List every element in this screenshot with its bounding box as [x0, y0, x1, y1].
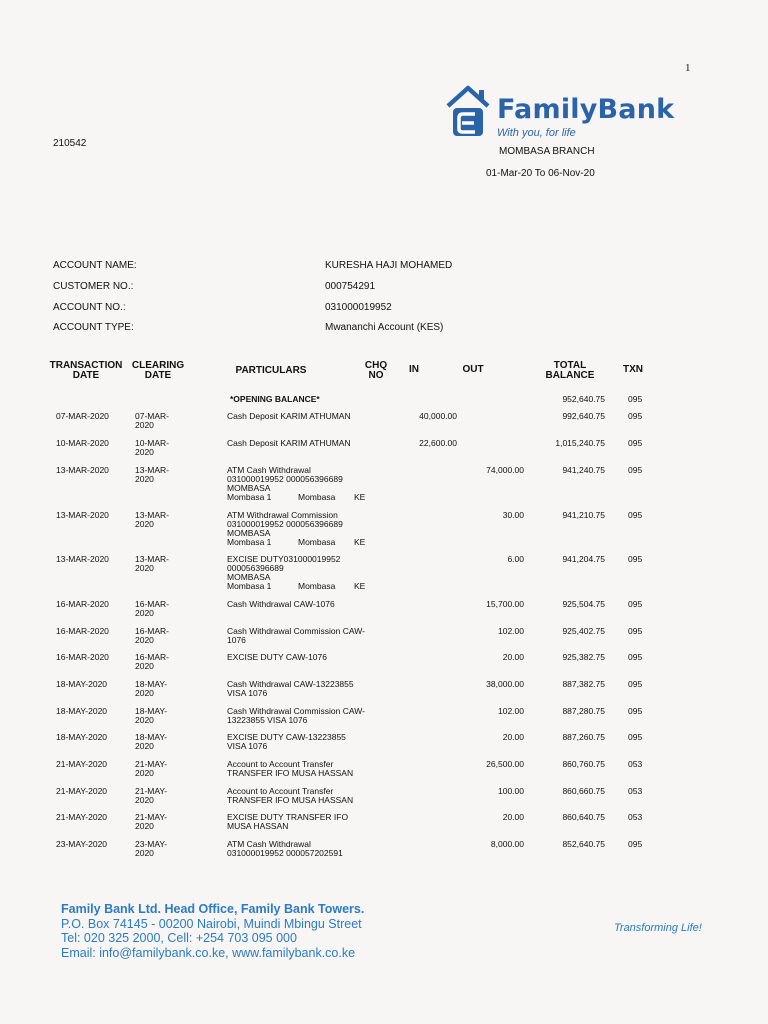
location-terminal: Mombasa 1 — [227, 581, 272, 591]
particulars-line3: MOMBASA — [227, 572, 271, 582]
clearing-date-line1: 10-MAR- — [135, 438, 170, 448]
particulars — [227, 680, 377, 698]
location-city: Mombasa — [298, 492, 336, 502]
total-balance — [535, 653, 605, 662]
particulars-line2: TRANSFER IFO MUSA HASSAN — [227, 768, 354, 778]
particulars — [227, 733, 377, 751]
amount-in — [395, 439, 457, 448]
txn-code-text: 095 — [628, 510, 643, 520]
clearing-date — [135, 466, 185, 484]
header-in: IN — [409, 364, 419, 375]
txn-code — [628, 733, 642, 742]
header-bal-line2: BALANCE — [545, 370, 595, 381]
amount-out-text: 15,700.00 — [486, 599, 524, 609]
header-bal-line1: TOTAL — [553, 360, 587, 371]
particulars-line2: 031000019952 000056396689 — [227, 474, 343, 484]
particulars — [227, 653, 377, 662]
particulars-line2: 1076 — [227, 635, 246, 645]
clearing-date-line1: 13-MAR- — [135, 510, 170, 520]
particulars-line1: Cash Deposit KARIM ATHUMAN — [227, 411, 351, 421]
total-balance — [535, 733, 605, 742]
transaction-date — [56, 707, 107, 716]
txn-code-text: 095 — [628, 554, 643, 564]
clearing-date-line2: 2020 — [135, 741, 154, 751]
total-balance-text: 941,240.75 — [562, 465, 605, 475]
total-balance — [535, 412, 605, 421]
bank-tagline: With you, for life — [497, 127, 576, 139]
clearing-date — [135, 627, 185, 645]
amount-out-text: 74,000.00 — [486, 465, 524, 475]
txn-code — [628, 653, 642, 662]
particulars-line1: Cash Withdrawal Commission CAW- — [227, 626, 365, 636]
particulars-line1: Account to Account Transfer — [227, 759, 334, 769]
particulars-line1: EXCISE DUTY TRANSFER IFO — [227, 812, 349, 822]
clearing-date-line1: 21-MAY- — [135, 759, 168, 769]
footer-line-2: P.O. Box 74145 - 00200 Nairobi, Muindi Mbingu Street — [61, 916, 362, 931]
clearing-date — [135, 760, 185, 778]
clearing-date-line1: 18-MAY- — [135, 732, 168, 742]
clearing-date — [135, 840, 185, 858]
clearing-date-line2: 2020 — [135, 661, 154, 671]
clearing-date-line2: 2020 — [135, 420, 154, 430]
transaction-date-text: 13-MAR-2020 — [56, 554, 109, 564]
total-balance-text: 860,660.75 — [562, 786, 605, 796]
header-cdate-line2: DATE — [144, 370, 172, 381]
particulars-line1: Cash Withdrawal Commission CAW- — [227, 706, 365, 716]
particulars — [227, 555, 377, 591]
total-balance — [535, 511, 605, 520]
branch-name: MOMBASA BRANCH — [499, 146, 595, 157]
footer-slogan: Transforming Life! — [614, 922, 702, 934]
clearing-date-line1: 18-MAY- — [135, 679, 168, 689]
clearing-date-line1: 18-MAY- — [135, 706, 168, 716]
transaction-date — [56, 511, 109, 520]
clearing-date — [135, 787, 185, 805]
clearing-date-line2: 2020 — [135, 795, 154, 805]
particulars — [227, 439, 377, 448]
opening-balance-txn: 095 — [628, 394, 643, 404]
clearing-date-line2: 2020 — [135, 848, 154, 858]
txn-code — [628, 600, 642, 609]
house-logo-icon — [445, 84, 491, 140]
clearing-date-line1: 13-MAR- — [135, 465, 170, 475]
location-city: Mombasa — [298, 581, 336, 591]
transaction-date-text: 13-MAR-2020 — [56, 465, 109, 475]
amount-out — [462, 733, 524, 742]
transaction-date-text: 18-MAY-2020 — [56, 732, 108, 742]
transaction-date — [56, 555, 109, 564]
amount-out-text: 30.00 — [502, 510, 524, 520]
total-balance — [535, 787, 605, 796]
amount-out — [462, 787, 524, 796]
transaction-date-text: 18-MAY-2020 — [56, 706, 108, 716]
bank-name: FamilyBank — [497, 94, 675, 125]
particulars — [227, 813, 377, 831]
customer-no-value: 000754291 — [325, 281, 376, 292]
amount-out — [462, 627, 524, 636]
location-terminal: Mombasa 1 — [227, 537, 272, 547]
total-balance-text: 852,640.75 — [562, 839, 605, 849]
particulars-line1: Cash Deposit KARIM ATHUMAN — [227, 438, 351, 448]
amount-out-text: 8,000.00 — [490, 839, 524, 849]
transaction-date-text: 07-MAR-2020 — [56, 411, 109, 421]
transaction-date-text: 18-MAY-2020 — [56, 679, 108, 689]
amount-out-text: 6.00 — [507, 554, 524, 564]
total-balance — [535, 600, 605, 609]
amount-out — [462, 653, 524, 662]
clearing-date-line2: 2020 — [135, 635, 154, 645]
total-balance — [535, 707, 605, 716]
total-balance — [535, 627, 605, 636]
txn-code — [628, 840, 642, 849]
footer-line-1: Family Bank Ltd. Head Office, Family Bank Towers. — [61, 902, 365, 916]
amount-out-text: 102.00 — [498, 626, 524, 636]
total-balance-text: 941,204.75 — [562, 554, 605, 564]
particulars-line2: 031000019952 000056396689 — [227, 519, 343, 529]
particulars-line2: 13223855 VISA 1076 — [227, 715, 308, 725]
transaction-date-text: 13-MAR-2020 — [56, 510, 109, 520]
header-transaction-date — [47, 361, 125, 381]
clearing-date-line2: 2020 — [135, 447, 154, 457]
amount-out-text: 26,500.00 — [486, 759, 524, 769]
txn-code-text: 095 — [628, 706, 643, 716]
particulars-line1: Account to Account Transfer — [227, 786, 334, 796]
header-tdate-line2: DATE — [72, 370, 100, 381]
particulars-line1: EXCISE DUTY CAW-13223855 — [227, 732, 346, 742]
total-balance-text: 1,015,240.75 — [555, 438, 605, 448]
transaction-date — [56, 787, 107, 796]
amount-out-text: 20.00 — [502, 732, 524, 742]
transaction-date — [56, 813, 107, 822]
txn-code-text: 095 — [628, 438, 643, 448]
clearing-date-line1: 07-MAR- — [135, 411, 170, 421]
amount-out-text: 20.00 — [502, 812, 524, 822]
family-bank-logo — [445, 84, 695, 140]
clearing-date-line1: 13-MAR- — [135, 554, 170, 564]
header-out: OUT — [462, 364, 484, 375]
header-chq-line2: NO — [368, 370, 384, 381]
particulars-line2: MUSA HASSAN — [227, 821, 289, 831]
particulars-line2: TRANSFER IFO MUSA HASSAN — [227, 795, 354, 805]
account-type-label: ACCOUNT TYPE: — [53, 322, 134, 333]
particulars-line2: 031000019952 000057202591 — [227, 848, 343, 858]
txn-code-text: 095 — [628, 465, 643, 475]
header-tdate-line1: TRANSACTION — [49, 360, 123, 371]
transaction-date-text: 16-MAR-2020 — [56, 599, 109, 609]
particulars — [227, 840, 377, 858]
amount-in-text: 22,600.00 — [419, 438, 457, 448]
transaction-date — [56, 412, 109, 421]
particulars-line3: MOMBASA — [227, 528, 271, 538]
account-no-value: 031000019952 — [325, 302, 392, 313]
clearing-date-line2: 2020 — [135, 563, 154, 573]
particulars-line1: ATM Cash Withdrawal — [227, 465, 311, 475]
clearing-date — [135, 555, 185, 573]
amount-out — [462, 680, 524, 689]
clearing-date — [135, 439, 185, 457]
page-number: 1 — [685, 62, 691, 74]
account-type-value: Mwananchi Account (KES) — [325, 322, 444, 333]
location-line — [227, 538, 377, 547]
amount-out — [462, 760, 524, 769]
txn-code-text: 095 — [628, 732, 643, 742]
particulars — [227, 412, 377, 421]
particulars-line1: Cash Withdrawal CAW-1076 — [227, 599, 335, 609]
amount-out — [462, 840, 524, 849]
header-chq-no — [360, 361, 392, 381]
clearing-date-line1: 23-MAY- — [135, 839, 168, 849]
clearing-date — [135, 412, 185, 430]
total-balance-text: 992,640.75 — [562, 411, 605, 421]
header-total-balance — [539, 361, 601, 381]
particulars — [227, 600, 377, 609]
amount-out-text: 38,000.00 — [486, 679, 524, 689]
txn-code — [628, 412, 642, 421]
total-balance — [535, 760, 605, 769]
particulars — [227, 466, 377, 502]
particulars — [227, 787, 377, 805]
clearing-date-line2: 2020 — [135, 715, 154, 725]
transaction-date — [56, 760, 107, 769]
txn-code-text: 053 — [628, 812, 643, 822]
amount-out — [462, 555, 524, 564]
amount-out — [462, 466, 524, 475]
clearing-date-line1: 16-MAR- — [135, 652, 170, 662]
particulars-line1: ATM Withdrawal Commission — [227, 510, 338, 520]
transaction-date-text: 21-MAY-2020 — [56, 759, 108, 769]
transaction-date — [56, 600, 109, 609]
txn-code-text: 095 — [628, 626, 643, 636]
clearing-date-line2: 2020 — [135, 821, 154, 831]
particulars-line1: EXCISE DUTY CAW-1076 — [227, 652, 327, 662]
amount-out — [462, 813, 524, 822]
clearing-date — [135, 733, 185, 751]
amount-in-text: 40,000.00 — [419, 411, 457, 421]
clearing-date-line2: 2020 — [135, 608, 154, 618]
total-balance — [535, 813, 605, 822]
account-no-label: ACCOUNT NO.: — [53, 302, 126, 313]
transaction-date-text: 23-MAY-2020 — [56, 839, 108, 849]
total-balance-text: 887,382.75 — [562, 679, 605, 689]
total-balance-text: 925,382.75 — [562, 652, 605, 662]
clearing-date — [135, 813, 185, 831]
clearing-date — [135, 653, 185, 671]
clearing-date-line2: 2020 — [135, 519, 154, 529]
transaction-date — [56, 439, 109, 448]
txn-code — [628, 555, 642, 564]
total-balance-text: 887,280.75 — [562, 706, 605, 716]
location-terminal: Mombasa 1 — [227, 492, 272, 502]
amount-out-text: 20.00 — [502, 652, 524, 662]
header-chq-line1: CHQ — [364, 360, 388, 371]
txn-code — [628, 680, 642, 689]
opening-balance-label: *OPENING BALANCE* — [230, 394, 320, 404]
txn-code — [628, 627, 642, 636]
location-city: Mombasa — [298, 537, 336, 547]
clearing-date-line1: 21-MAY- — [135, 812, 168, 822]
particulars-line1: EXCISE DUTY031000019952 — [227, 554, 341, 564]
txn-code-text: 053 — [628, 759, 643, 769]
transaction-date-text: 21-MAY-2020 — [56, 812, 108, 822]
particulars-line3: MOMBASA — [227, 483, 271, 493]
transaction-date — [56, 466, 109, 475]
txn-code-text: 095 — [628, 411, 643, 421]
transaction-date-text: 16-MAR-2020 — [56, 652, 109, 662]
footer-address — [61, 902, 364, 960]
clearing-date-line1: 16-MAR- — [135, 626, 170, 636]
location-line — [227, 582, 377, 591]
txn-code-text: 095 — [628, 679, 643, 689]
customer-no-label: CUSTOMER NO.: — [53, 281, 134, 292]
total-balance-text: 925,504.75 — [562, 599, 605, 609]
total-balance-text: 887,260.75 — [562, 732, 605, 742]
clearing-date-line2: 2020 — [135, 768, 154, 778]
total-balance — [535, 439, 605, 448]
txn-code — [628, 511, 642, 520]
footer-line-4: Email: info@familybank.co.ke, www.familybank.co.ke — [61, 945, 356, 960]
total-balance-text: 860,760.75 — [562, 759, 605, 769]
total-balance-text: 941,210.75 — [562, 510, 605, 520]
transaction-date — [56, 733, 107, 742]
txn-code-text: 095 — [628, 652, 643, 662]
txn-code — [628, 439, 642, 448]
header-txn: TXN — [623, 364, 643, 375]
amount-out — [462, 600, 524, 609]
particulars — [227, 707, 377, 725]
particulars — [227, 760, 377, 778]
txn-code-text: 095 — [628, 839, 643, 849]
total-balance — [535, 840, 605, 849]
total-balance — [535, 555, 605, 564]
transaction-date-text: 21-MAY-2020 — [56, 786, 108, 796]
location-country: KE — [354, 492, 366, 502]
txn-code — [628, 813, 642, 822]
particulars-line2: VISA 1076 — [227, 741, 268, 751]
txn-code — [628, 707, 642, 716]
amount-out-text: 100.00 — [498, 786, 524, 796]
amount-out — [462, 707, 524, 716]
location-line — [227, 493, 377, 502]
location-country: KE — [354, 581, 366, 591]
particulars — [227, 627, 377, 645]
total-balance-text: 925,402.75 — [562, 626, 605, 636]
statement-period: 01-Mar-20 To 06-Nov-20 — [486, 168, 595, 179]
reference-number: 210542 — [53, 138, 87, 149]
amount-out — [462, 511, 524, 520]
clearing-date — [135, 707, 185, 725]
account-name-value: KURESHA HAJI MOHAMED — [325, 260, 453, 271]
header-clearing-date — [128, 361, 188, 381]
clearing-date — [135, 680, 185, 698]
txn-code — [628, 760, 642, 769]
particulars-line1: Cash Withdrawal CAW-13223855 — [227, 679, 354, 689]
particulars — [227, 511, 377, 547]
clearing-date-line1: 21-MAY- — [135, 786, 168, 796]
txn-code — [628, 466, 642, 475]
clearing-date — [135, 511, 185, 529]
location-country: KE — [354, 537, 366, 547]
total-balance-text: 860,640.75 — [562, 812, 605, 822]
txn-code — [628, 787, 642, 796]
clearing-date — [135, 600, 185, 618]
footer-line-3: Tel: 020 325 2000, Cell: +254 703 095 000 — [61, 931, 297, 945]
amount-in — [395, 412, 457, 421]
transaction-date — [56, 627, 109, 636]
particulars-line1: ATM Cash Withdrawal — [227, 839, 311, 849]
transaction-date — [56, 653, 109, 662]
particulars-line2: VISA 1076 — [227, 688, 268, 698]
header-particulars: PARTICULARS — [235, 365, 307, 376]
particulars-line2: 000056396689 — [227, 563, 284, 573]
header-cdate-line1: CLEARING — [131, 360, 185, 371]
total-balance — [535, 680, 605, 689]
txn-code-text: 095 — [628, 599, 643, 609]
amount-out-text: 102.00 — [498, 706, 524, 716]
transaction-date — [56, 680, 107, 689]
account-name-label: ACCOUNT NAME: — [53, 260, 137, 271]
clearing-date-line1: 16-MAR- — [135, 599, 170, 609]
transaction-date-text: 16-MAR-2020 — [56, 626, 109, 636]
transaction-date-text: 10-MAR-2020 — [56, 438, 109, 448]
transaction-date — [56, 840, 107, 849]
clearing-date-line2: 2020 — [135, 688, 154, 698]
txn-code-text: 053 — [628, 786, 643, 796]
total-balance — [535, 466, 605, 475]
opening-balance-value: 952,640.75 — [562, 394, 605, 404]
clearing-date-line2: 2020 — [135, 474, 154, 484]
